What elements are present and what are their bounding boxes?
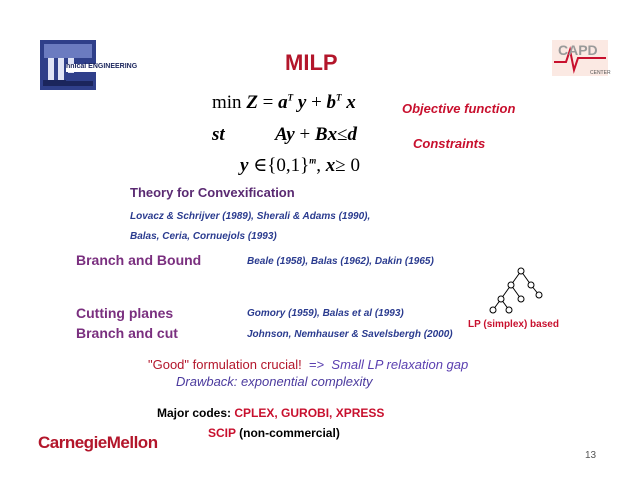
theory-heading: Theory for Convexification xyxy=(130,185,295,200)
lp-gap-note: Small LP relaxation gap xyxy=(331,357,469,372)
method-branch-and-cut: Branch and cut xyxy=(76,325,178,341)
tree-caption: LP (simplex) based xyxy=(468,319,559,330)
objective-equation: $\min Z = a^T$ $y + b^T$ x xyxy=(212,92,356,113)
carnegie-mellon-logo: CarnegieMellon xyxy=(38,433,158,452)
tree-node xyxy=(508,282,514,288)
capd-logo-subtext: CENTER xyxy=(590,70,611,76)
method-branch-and-bound: Branch and Bound xyxy=(76,252,202,268)
slide-title: MILP xyxy=(285,50,338,75)
constraint-equation: Ay + Bx≤d xyxy=(275,124,358,145)
major-codes: Major codes: CPLEX, GUROBI, XPRESS xyxy=(157,406,385,420)
method-branch-and-bound-refs: Beale (1958), Balas (1962), Dakin (1965) xyxy=(247,256,434,267)
tree-node xyxy=(518,296,524,302)
page-number: 13 xyxy=(585,450,597,461)
scip-note: SCIP (non-commercial) xyxy=(208,426,340,440)
good-formulation-note: "Good" formulation crucial! => Small LP relaxation gap xyxy=(148,357,469,372)
method-cutting-planes: Cutting planes xyxy=(76,305,174,321)
constraint-st: st xyxy=(212,124,225,145)
method-branch-and-cut-refs: Johnson, Nemhauser & Savelsbergh (2000) xyxy=(247,329,453,340)
capd-logo-text: CAPD xyxy=(558,42,598,58)
engineering-logo-text: hnical ENGINEERING xyxy=(66,63,138,70)
search-tree-diagram xyxy=(485,265,545,315)
tree-node xyxy=(536,292,542,298)
implies-arrow: => xyxy=(308,357,325,372)
tree-node xyxy=(528,282,534,288)
tree-node xyxy=(518,268,524,274)
objective-function-label: Objective function xyxy=(402,101,516,116)
constraints-label: Constraints xyxy=(413,136,486,151)
tree-node xyxy=(490,307,496,313)
tree-node xyxy=(506,307,512,313)
method-cutting-planes-refs: Gomory (1959), Balas et al (1993) xyxy=(247,308,404,319)
theory-refs-line2: Balas, Ceria, Cornuejols (1993) xyxy=(130,231,277,242)
drawback-note: Drawback: exponential complexity xyxy=(176,374,373,389)
tree-node xyxy=(498,296,504,302)
domain-equation: y $\in\{0,1\}^m$, x≥ 0 xyxy=(240,155,360,176)
theory-refs-line1: Lovacz & Schrijver (1989), Sherali & Adams (1990), xyxy=(130,211,371,222)
